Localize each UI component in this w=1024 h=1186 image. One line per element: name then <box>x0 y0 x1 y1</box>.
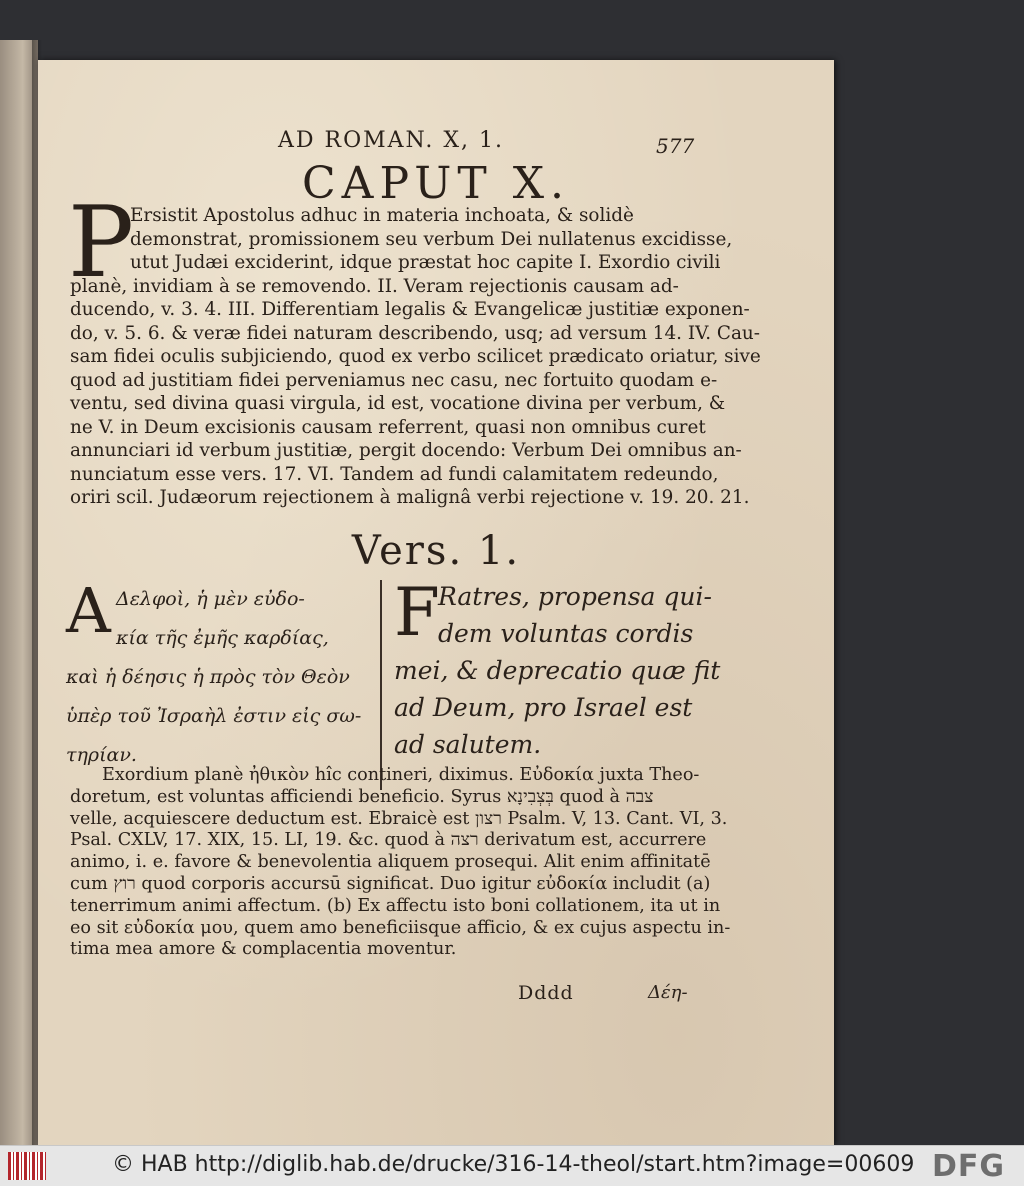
chapter-title: CAPUT X. <box>302 158 570 209</box>
drop-cap-p: P <box>68 186 134 300</box>
copyright-link[interactable]: © HAB http://diglib.hab.de/drucke/316-14-theol/start.htm?image=00609 <box>112 1152 915 1177</box>
barcode-icon <box>8 1152 46 1180</box>
verse-heading: Vers. 1. <box>351 528 521 574</box>
greek-line: ὑπὲρ τοῦ Ἰσραὴλ ἐστιν εἰς σω- <box>66 705 362 727</box>
greek-line: Δελφοὶ, ἡ μὲν εὐδο- <box>116 588 305 610</box>
latin-line: ad Deum, pro Israel est <box>394 693 693 722</box>
argument-line: Ersistit Apostolus adhuc in materia inchoata, & solidè <box>130 205 634 226</box>
commentary <box>70 765 731 961</box>
commentary-line: Exordium planè ἠθικὸν hîc contineri, diximus. Εὐδοκία juxta Theo- <box>102 765 700 785</box>
viewer-footer <box>0 1145 1024 1186</box>
argument-line: nunciatum esse vers. 17. VI. Tandem ad fundi calamitatem redeundo, <box>70 463 719 485</box>
argument-line: annunciari id verbum justitiæ, pergit docendo: Verbum Dei omnibus an- <box>70 440 742 461</box>
commentary-line: tenerrimum animi affectum. (b) Ex affectu isto boni collationem, ita ut in <box>70 895 721 916</box>
book-page <box>38 60 834 1145</box>
page-number: 577 <box>656 134 695 158</box>
signature-mark: Dddd <box>518 982 574 1004</box>
running-head: AD ROMAN. X, 1. <box>278 128 505 153</box>
drop-cap-f: F <box>394 574 440 651</box>
argument-line: planè, invidiam à se removendo. II. Veram rejectionis causam ad- <box>70 275 679 297</box>
argument-line: ne V. in Deum excisionis causam referrent, quasi non omnibus curet <box>70 416 706 438</box>
latin-line: Ratres, propensa qui- <box>438 582 712 611</box>
catchword: Δέη- <box>648 982 688 1003</box>
commentary-line: cum רוץ quod corporis accursū significat. Duo igitur εὐδοκία includit (a) <box>70 873 711 894</box>
greek-text-column <box>66 574 386 775</box>
latin-line: ad salutem. <box>394 730 542 759</box>
dfg-logo: DFG <box>932 1149 1006 1184</box>
latin-line: dem voluntas cordis <box>438 619 694 648</box>
column-divider <box>380 580 382 790</box>
chapter-argument <box>70 204 761 510</box>
commentary-line: doretum, est voluntas afficiendi beneficio. Syrus בְּצְבִינָא quod à צבה <box>70 786 654 807</box>
latin-line: mei, & deprecatio quæ fit <box>394 656 721 685</box>
argument-line: quod ad justitiam fidei perveniamus nec casu, nec fortuito quodam e- <box>70 369 718 391</box>
argument-line: utut Judæi exciderint, idque præstat hoc capite I. Exordio civili <box>130 252 721 273</box>
commentary-line: eo sit εὐδοκία μου, quem amo beneficiisque afficio, & ex cujus aspectu in- <box>70 917 731 938</box>
argument-line: ventu, sed divina quasi virgula, id est, vocatione divina per verbum, & <box>70 393 726 414</box>
argument-line: sam fidei oculis subjiciendo, quod ex verbo scilicet prædicato oriatur, sive <box>70 346 761 367</box>
greek-line: τηρίαν. <box>66 744 137 766</box>
commentary-line: velle, acquiescere deductum est. Ebraicè est רצון Psalm. V, 13. Cant. VI, 3. <box>70 808 728 829</box>
greek-line: καὶ ἡ δέησις ἡ πρὸς τὸν Θεὸν <box>66 666 350 688</box>
commentary-line: Psal. CXLV, 17. XIX, 15. LI, 19. &c. quod à רצה derivatum est, accurrere <box>70 830 707 851</box>
argument-line: ducendo, v. 3. 4. III. Differentiam legalis & Evangelicæ justitiæ exponen- <box>70 299 750 320</box>
commentary-line: animo, i. e. favore & benevolentia aliquem prosequi. Alit enim affinitatē <box>70 852 711 873</box>
argument-line: oriri scil. Judæorum rejectionem à malignâ verbi rejectione v. 19. 20. 21. <box>70 487 750 508</box>
greek-line: κία τῆς ἐμῆς καρδίας, <box>116 627 329 649</box>
latin-text-column <box>394 574 721 763</box>
argument-line: demonstrat, promissionem seu verbum Dei nullatenus excidisse, <box>130 228 733 250</box>
commentary-line: tima mea amore & complacentia moventur. <box>70 939 457 960</box>
drop-cap-a: A <box>66 574 111 647</box>
argument-line: do, v. 5. 6. & veræ fidei naturam describendo, usq; ad versum 14. IV. Cau- <box>70 322 760 344</box>
